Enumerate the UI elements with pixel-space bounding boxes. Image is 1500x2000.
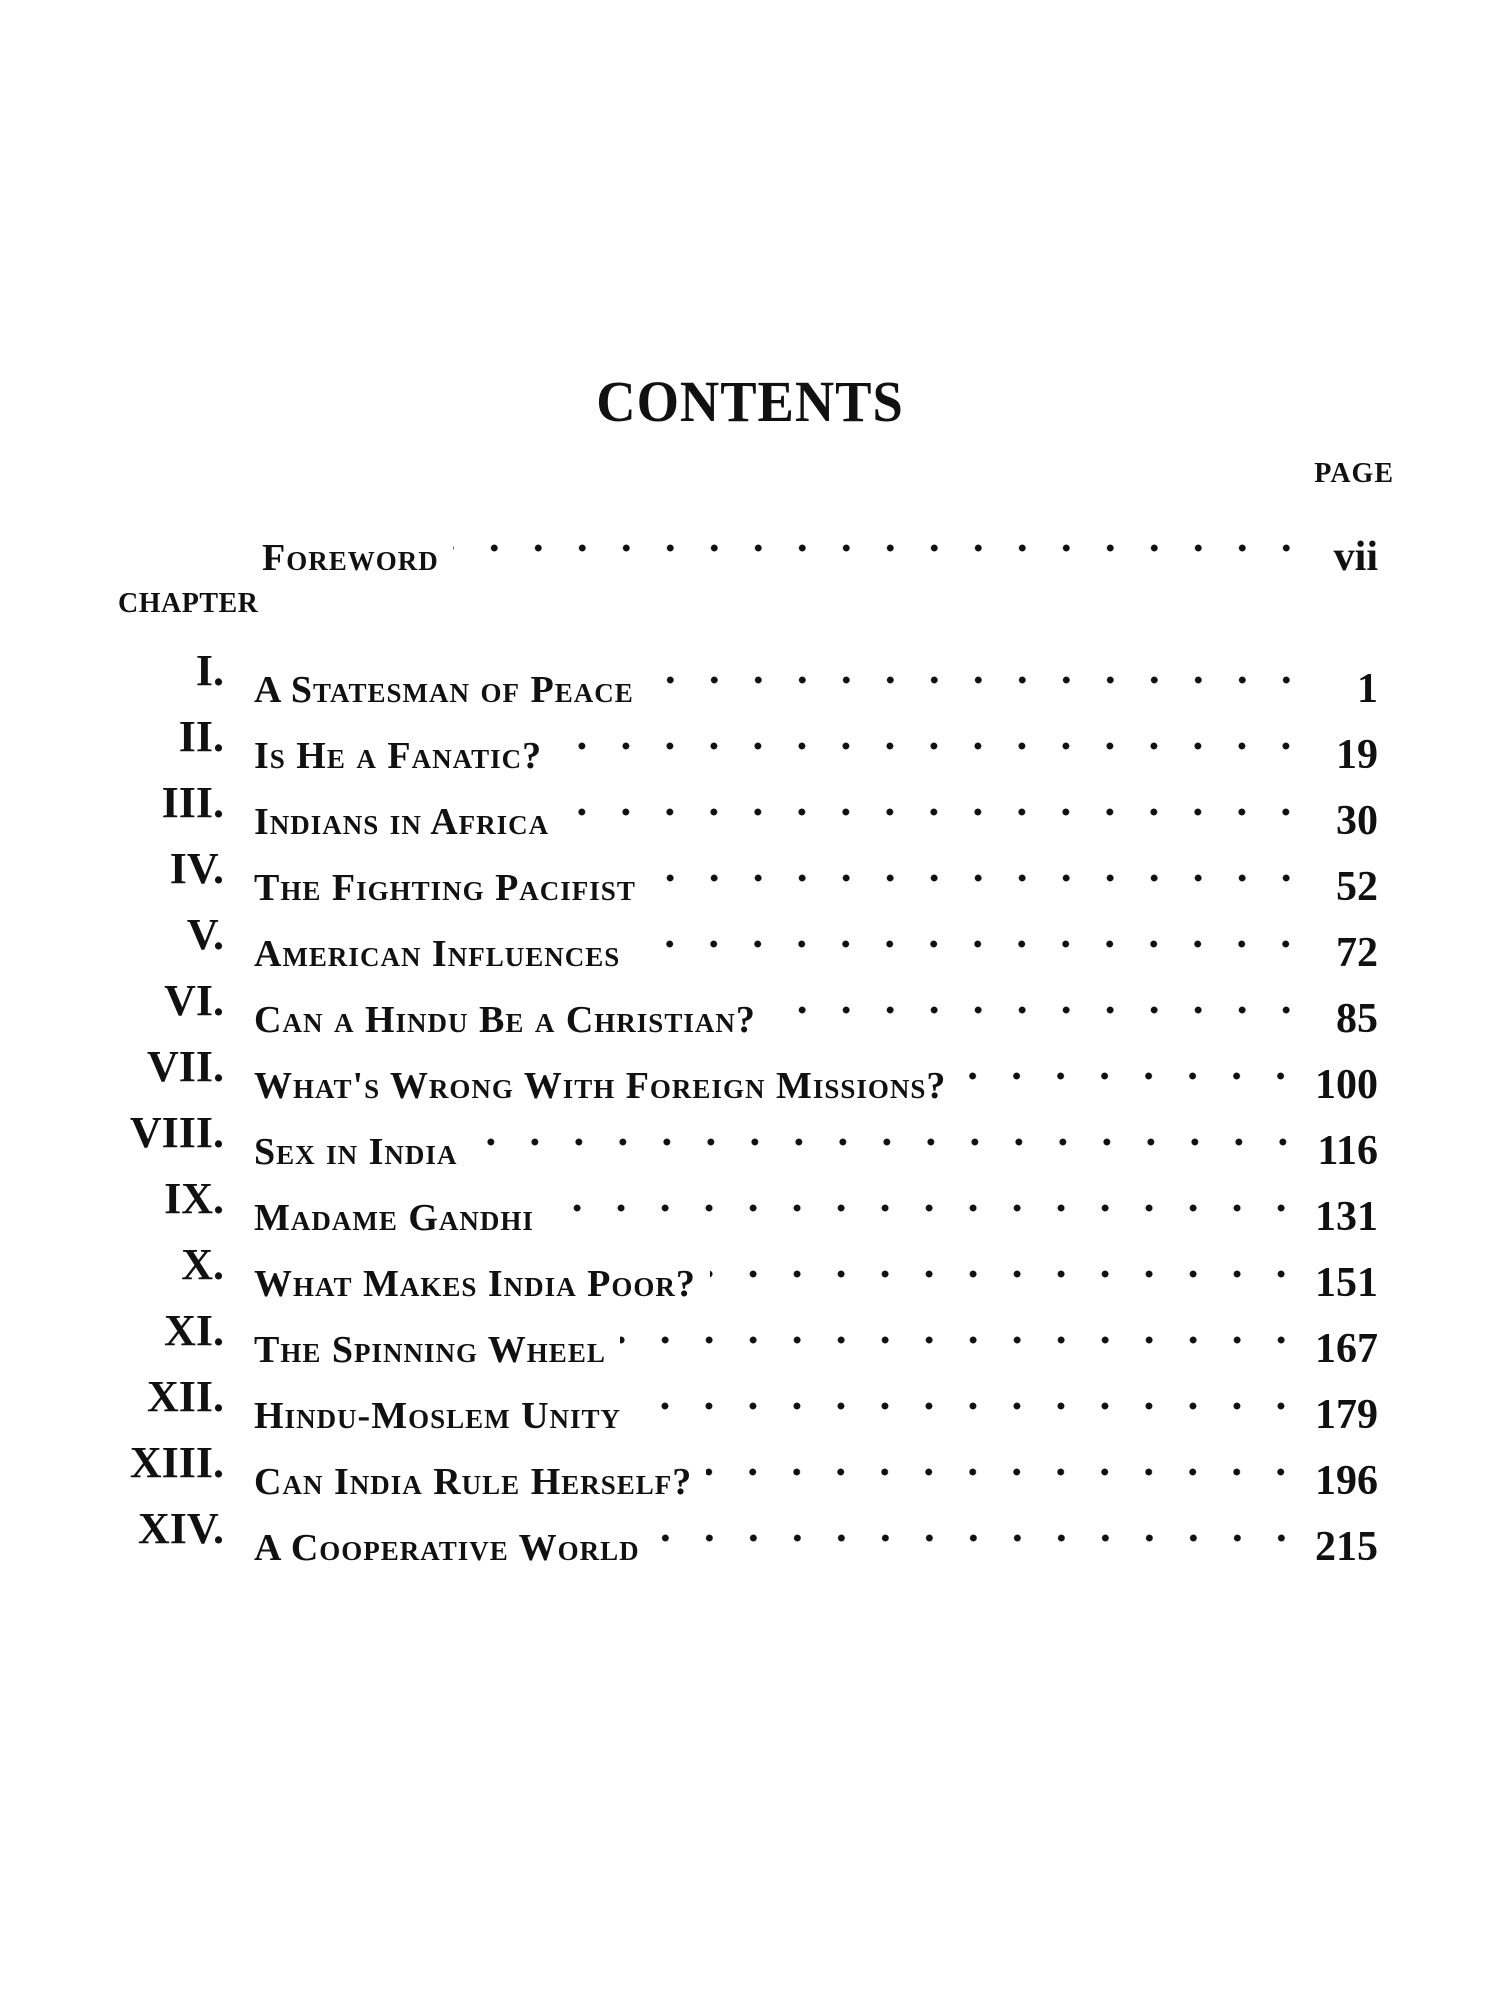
dot-leader bbox=[710, 1234, 1303, 1296]
chapter-number: IV. bbox=[169, 844, 224, 893]
chapter-number: I. bbox=[195, 646, 224, 695]
chapter-number: XI. bbox=[164, 1306, 224, 1355]
entry-page-number: 1 bbox=[1357, 666, 1378, 712]
entry-page-number: 30 bbox=[1336, 798, 1378, 844]
entry-page-number: 72 bbox=[1336, 930, 1378, 976]
dot-leader bbox=[648, 640, 1308, 702]
toc-entry-chapter[interactable] bbox=[0, 640, 1500, 712]
page-title: CONTENTS bbox=[596, 369, 904, 434]
chapter-number: VIII. bbox=[129, 1108, 224, 1157]
entry-page-number: 167 bbox=[1315, 1326, 1378, 1372]
dot-leader bbox=[563, 772, 1308, 834]
entry-page-number: 85 bbox=[1336, 996, 1378, 1042]
entry-page-number: 52 bbox=[1336, 864, 1378, 910]
entry-title: The Spinning Wheel bbox=[254, 1319, 620, 1381]
entry-title: Can a Hindu Be a Christian? bbox=[254, 989, 770, 1051]
dot-leader bbox=[635, 1366, 1303, 1428]
chapter-number: X. bbox=[181, 1240, 224, 1289]
dot-leader bbox=[634, 904, 1308, 966]
chapter-number: XII. bbox=[146, 1372, 224, 1421]
dot-leader bbox=[960, 1036, 1303, 1098]
entry-page-number: 131 bbox=[1315, 1194, 1378, 1240]
entry-title: What Makes India Poor? bbox=[254, 1253, 710, 1315]
entry-page-number: 100 bbox=[1315, 1062, 1378, 1108]
entry-title: Foreword bbox=[262, 527, 453, 589]
entry-title: Indians in Africa bbox=[254, 791, 563, 853]
chapter-number: VII. bbox=[146, 1042, 224, 1091]
toc-entry-chapter[interactable] bbox=[0, 838, 1500, 910]
dot-leader bbox=[650, 838, 1308, 900]
chapter-column-label: CHAPTER bbox=[118, 588, 259, 619]
chapter-number: IX. bbox=[164, 1174, 224, 1223]
entry-page-number: 196 bbox=[1315, 1458, 1378, 1504]
chapter-number: III. bbox=[161, 778, 224, 827]
dot-leader bbox=[654, 1498, 1303, 1560]
entry-title: Sex in India bbox=[254, 1121, 471, 1183]
toc-entry-chapter[interactable] bbox=[0, 772, 1500, 844]
dot-leader bbox=[706, 1432, 1303, 1494]
entry-title: American Influences bbox=[254, 923, 634, 985]
page-column-label: PAGE bbox=[1314, 458, 1394, 489]
toc-entry-chapter[interactable] bbox=[0, 706, 1500, 778]
dot-leader bbox=[548, 1168, 1303, 1230]
entry-page-number: 151 bbox=[1315, 1260, 1378, 1306]
toc-entry-chapter[interactable] bbox=[0, 1168, 1500, 1240]
chapter-number: XIII. bbox=[129, 1438, 224, 1487]
toc-entry-chapter[interactable] bbox=[0, 1234, 1500, 1306]
entry-title: Can India Rule Herself? bbox=[254, 1451, 706, 1513]
toc-entry-chapter[interactable] bbox=[0, 1036, 1500, 1108]
entry-page-number: 179 bbox=[1315, 1392, 1378, 1438]
dot-leader bbox=[556, 706, 1308, 768]
dot-leader bbox=[471, 1102, 1305, 1164]
entry-title: Hindu-Moslem Unity bbox=[254, 1385, 635, 1447]
chapter-number: XIV. bbox=[137, 1504, 224, 1553]
entry-title: A Cooperative World bbox=[254, 1517, 654, 1579]
entry-page-number: vii bbox=[1333, 534, 1378, 580]
toc-entry-chapter[interactable] bbox=[0, 1366, 1500, 1438]
chapter-number: V. bbox=[186, 910, 224, 959]
entry-title: What's Wrong With Foreign Missions? bbox=[254, 1055, 960, 1117]
dot-leader bbox=[770, 970, 1308, 1032]
entry-title: Madame Gandhi bbox=[254, 1187, 548, 1249]
toc-entry-chapter[interactable] bbox=[0, 1102, 1500, 1174]
dot-leader bbox=[620, 1300, 1303, 1362]
entry-title: Is He a Fanatic? bbox=[254, 725, 556, 787]
entry-page-number: 215 bbox=[1315, 1524, 1378, 1570]
entry-title: A Statesman of Peace bbox=[254, 659, 648, 721]
entry-page-number: 19 bbox=[1336, 732, 1378, 778]
chapter-number: VI. bbox=[164, 976, 224, 1025]
toc-entry-chapter[interactable] bbox=[0, 904, 1500, 976]
toc-entry-chapter[interactable] bbox=[0, 970, 1500, 1042]
toc-entry-chapter[interactable] bbox=[0, 1432, 1500, 1504]
entry-title: The Fighting Pacifist bbox=[254, 857, 650, 919]
entry-page-number: 116 bbox=[1317, 1128, 1378, 1174]
chapter-number: II. bbox=[178, 712, 224, 761]
toc-entry-chapter[interactable] bbox=[0, 1300, 1500, 1372]
toc-entry-foreword[interactable] bbox=[0, 508, 1500, 580]
toc-entry-chapter[interactable] bbox=[0, 1498, 1500, 1570]
dot-leader bbox=[453, 508, 1308, 570]
